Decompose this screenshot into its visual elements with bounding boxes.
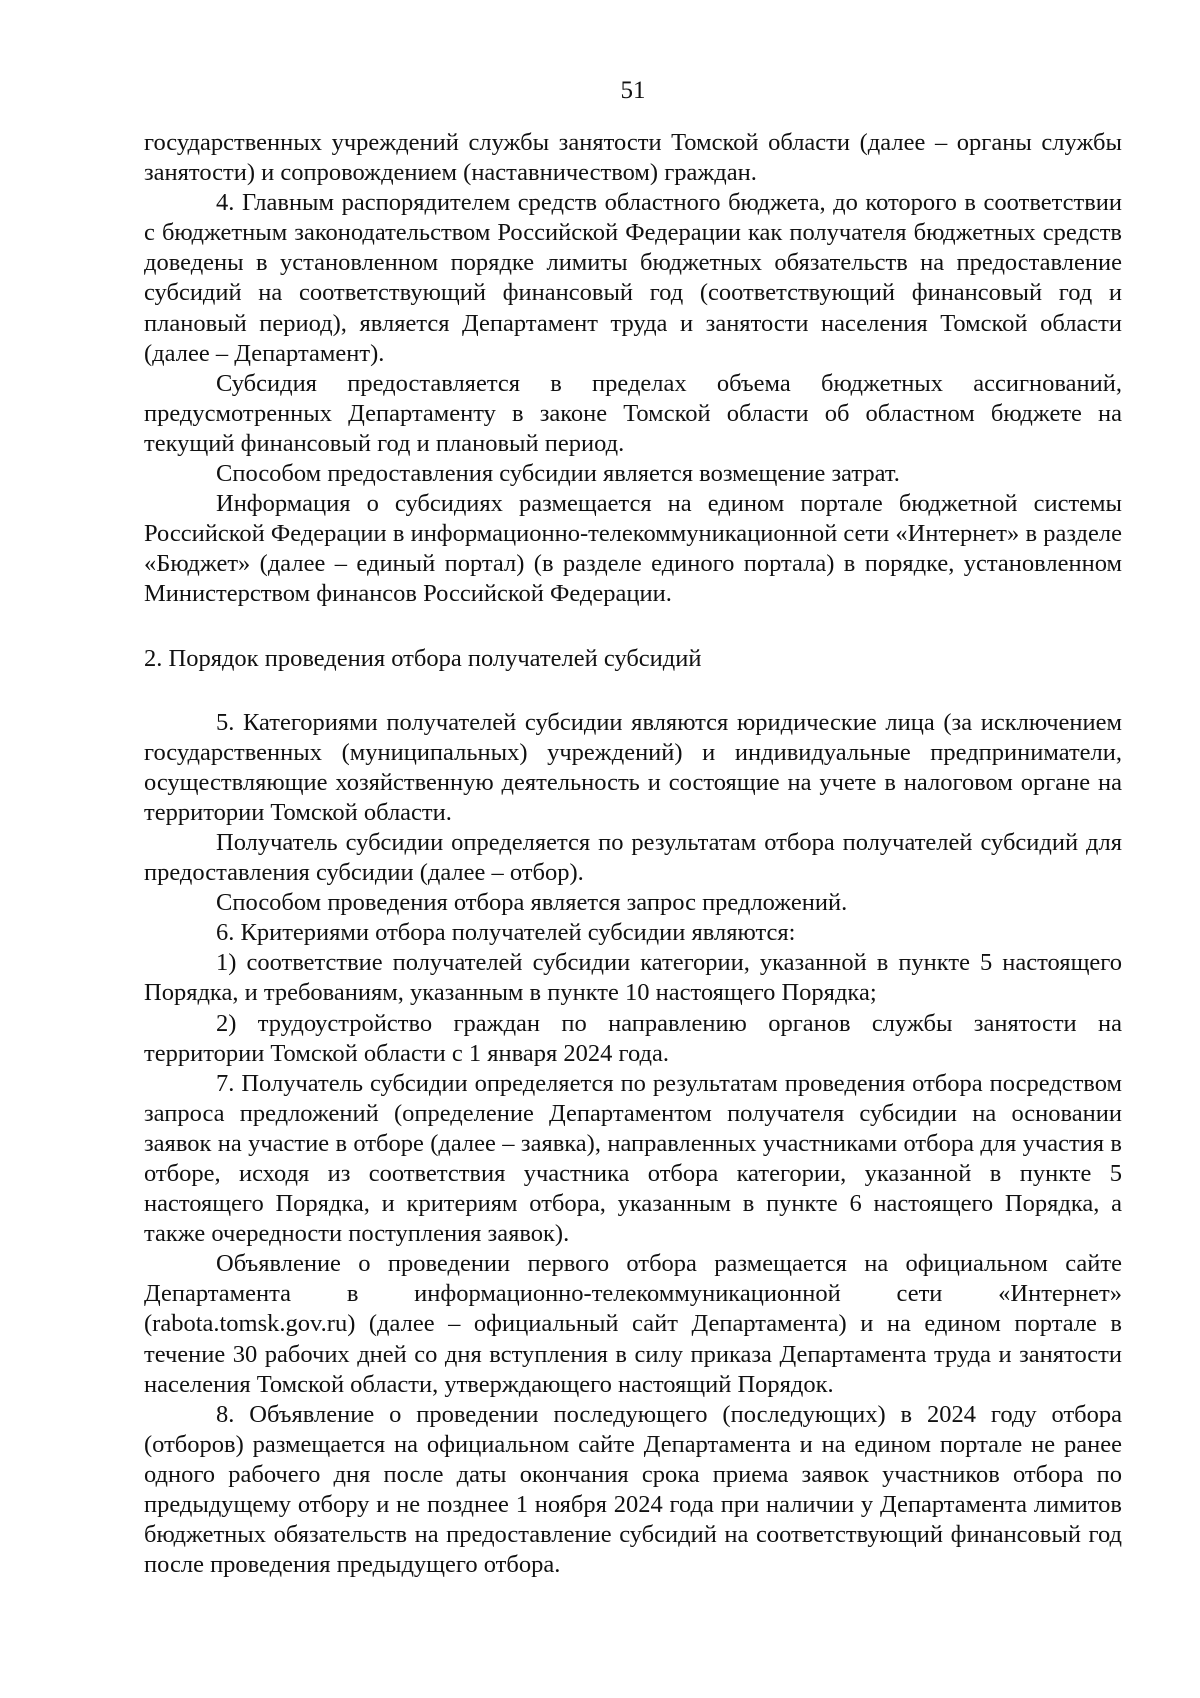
page-number: 51 (620, 77, 646, 104)
paragraph: Способом предоставления субсидии является возмещение затрат. (216, 460, 900, 488)
paragraph: Информация о субсидиях размещается на едином портале бюджетной системы Российской Федерации в информационно-телекоммуникационной сети «Интернет» в разделе «Бюджет» (далее – единый портал) (в разделе единого портала) в порядке, установленном Министерством финансов Российской Федерации. (144, 490, 1122, 608)
paragraph: 7. Получатель субсидии определяется по результатам проведения отбора посредством запроса предложений (определение Департаментом получателя субсидии на основании заявок на участие в отборе (далее – заявка), направленных участниками отбора для участия в отборе, исходя из соответствия участника отбора категории, указанной в пункте 5 настоящего Порядка, и критериям отбора, указанным в пункте 6 настоящего Порядка, а также очередности поступления заявок). (144, 1069, 1122, 1248)
paragraph: Объявление о проведении первого отбора размещается на официальном сайте Департамента в информационно-телекоммуникационной сети «Интернет» (rabota.tomsk.gov.ru) (далее – официальный сайт Департамента) и на едином портале в течение 30 рабочих дней со дня вступления в силу приказа Департамента труда и занятости населения Томской области, утверждающего настоящий Порядок. (144, 1250, 1122, 1398)
paragraph: 6. Критериями отбора получателей субсидии являются: (216, 919, 796, 947)
paragraph: государственных учреждений службы занятости Томской области (далее – органы службы занятости) и сопровождением (наставничеством) граждан. (144, 129, 1122, 187)
paragraph: Способом проведения отбора является запрос предложений. (216, 889, 848, 917)
section-heading: 2. Порядок проведения отбора получателей субсидий (144, 644, 702, 672)
list-item: 2) трудоустройство граждан по направлению органов службы занятости на территории Томской области с 1 января 2024 года. (144, 1009, 1122, 1067)
paragraph: 4. Главным распорядителем средств областного бюджета, до которого в соответствии с бюджетным законодательством Российской Федерации как получателя бюджетных средств доведены в установленном порядке лимиты бюджетных обязательств на предоставление субсидий на соответствующий финансовый год (соответствующий финансовый год и плановый период), является Департамент труда и занятости населения Томской области (далее – Департамент). (144, 189, 1122, 367)
paragraph: 8. Объявление о проведении последующего (последующих) в 2024 году отбора (отборов) размещается на официальном сайте Департамента и на едином портале не ранее одного рабочего дня после даты окончания срока приема заявок участников отбора по предыдущему отбору и не позднее 1 ноября 2024 года при наличии у Департамента лимитов бюджетных обязательств на предоставление субсидий на соответствующий финансовый год после проведения предыдущего отбора. (144, 1400, 1122, 1579)
paragraph: Субсидия предоставляется в пределах объема бюджетных ассигнований, предусмотренных Департаменту в законе Томской области об областном бюджете на текущий финансовый год и плановый период. (144, 369, 1122, 457)
document-page (144, 76, 1122, 1580)
list-item: 1) соответствие получателей субсидии категории, указанной в пункте 5 настоящего Порядка, и требованиям, указанным в пункте 10 настоящего Порядка; (144, 949, 1122, 1007)
paragraph: Получатель субсидии определяется по результатам отбора получателей субсидий для предоставления субсидии (далее – отбор). (144, 828, 1122, 887)
paragraph: 5. Категориями получателей субсидии являются юридические лица (за исключением государственных (муниципальных) учреждений) и индивидуальные предприниматели, осуществляющие хозяйственную деятельность и состоящие на учете в налоговом органе на территории Томской области. (144, 708, 1122, 826)
